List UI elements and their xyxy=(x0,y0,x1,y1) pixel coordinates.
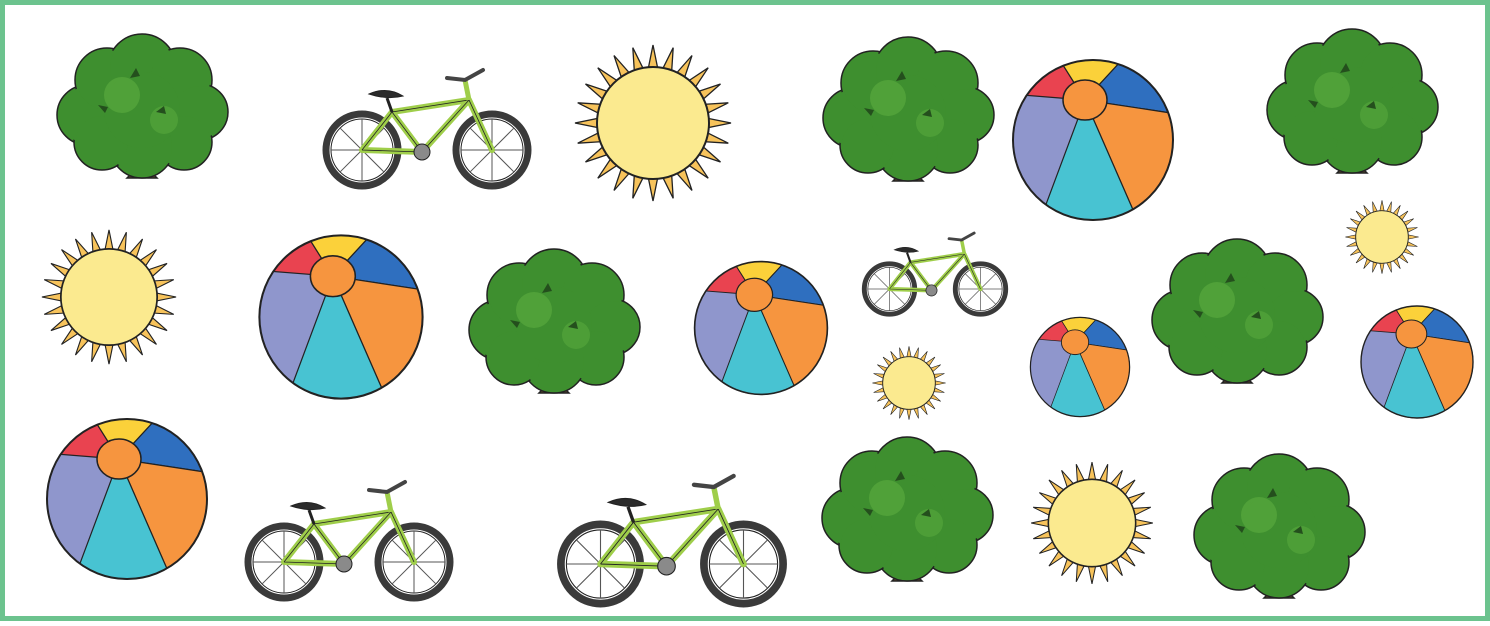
tree-icon xyxy=(1267,29,1438,173)
bicycle-icon xyxy=(248,482,450,598)
bicycle-icon xyxy=(326,70,528,186)
tree-icon xyxy=(822,437,993,581)
bicycle-icon xyxy=(561,476,783,604)
sun-icon xyxy=(42,230,176,364)
bicycle-icon xyxy=(864,233,1005,314)
tree-icon xyxy=(1152,239,1323,383)
beach-ball-icon xyxy=(695,262,828,395)
beach-ball-icon xyxy=(1030,317,1129,416)
tree-icon xyxy=(469,249,640,393)
sun-icon xyxy=(1031,462,1153,584)
sun-icon xyxy=(872,346,945,419)
beach-ball-icon xyxy=(1361,306,1473,418)
tree-icon xyxy=(57,34,228,178)
sun-icon xyxy=(1345,200,1418,273)
sun-icon xyxy=(575,45,731,201)
beach-ball-icon xyxy=(259,235,422,398)
object-scene xyxy=(5,5,1490,626)
beach-ball-icon xyxy=(47,419,207,579)
tree-icon xyxy=(823,37,994,181)
tree-icon xyxy=(1194,454,1365,598)
beach-ball-icon xyxy=(1013,60,1173,220)
